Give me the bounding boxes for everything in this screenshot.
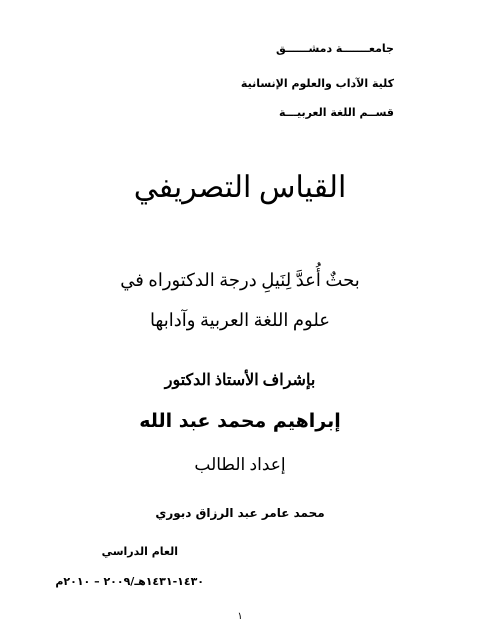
thesis-purpose-line-1: بحثٌ أُعدَّ لِنَيلِ درجة الدكتوراه في xyxy=(120,270,360,290)
faculty-name: كلية الآداب والعلوم الإنسانية xyxy=(240,77,394,90)
supervisor-name: إبراهيم محمد عبد الله xyxy=(139,410,341,432)
student-name: محمد عامر عبد الرزاق دبوري xyxy=(155,506,325,520)
academic-year-label: العام الدراسي xyxy=(101,545,178,558)
page-number: ١ xyxy=(237,611,243,622)
department-name: قســم اللغة العربيـــة xyxy=(279,106,394,119)
prepared-by-label: إعداد الطالب xyxy=(194,455,286,474)
university-name: جامعـــــــة دمشــــــق xyxy=(275,42,394,55)
thesis-title: القياس التصريفي xyxy=(133,171,347,204)
thesis-purpose-line-2: علوم اللغة العربية وآدابها xyxy=(149,310,331,330)
supervisor-label: بإشراف الأستاذ الدكتور xyxy=(164,372,316,389)
academic-year-value: ١٤٣٠-١٤٣١هـ/٢٠٠٩ – ٢٠١٠م xyxy=(55,575,204,588)
